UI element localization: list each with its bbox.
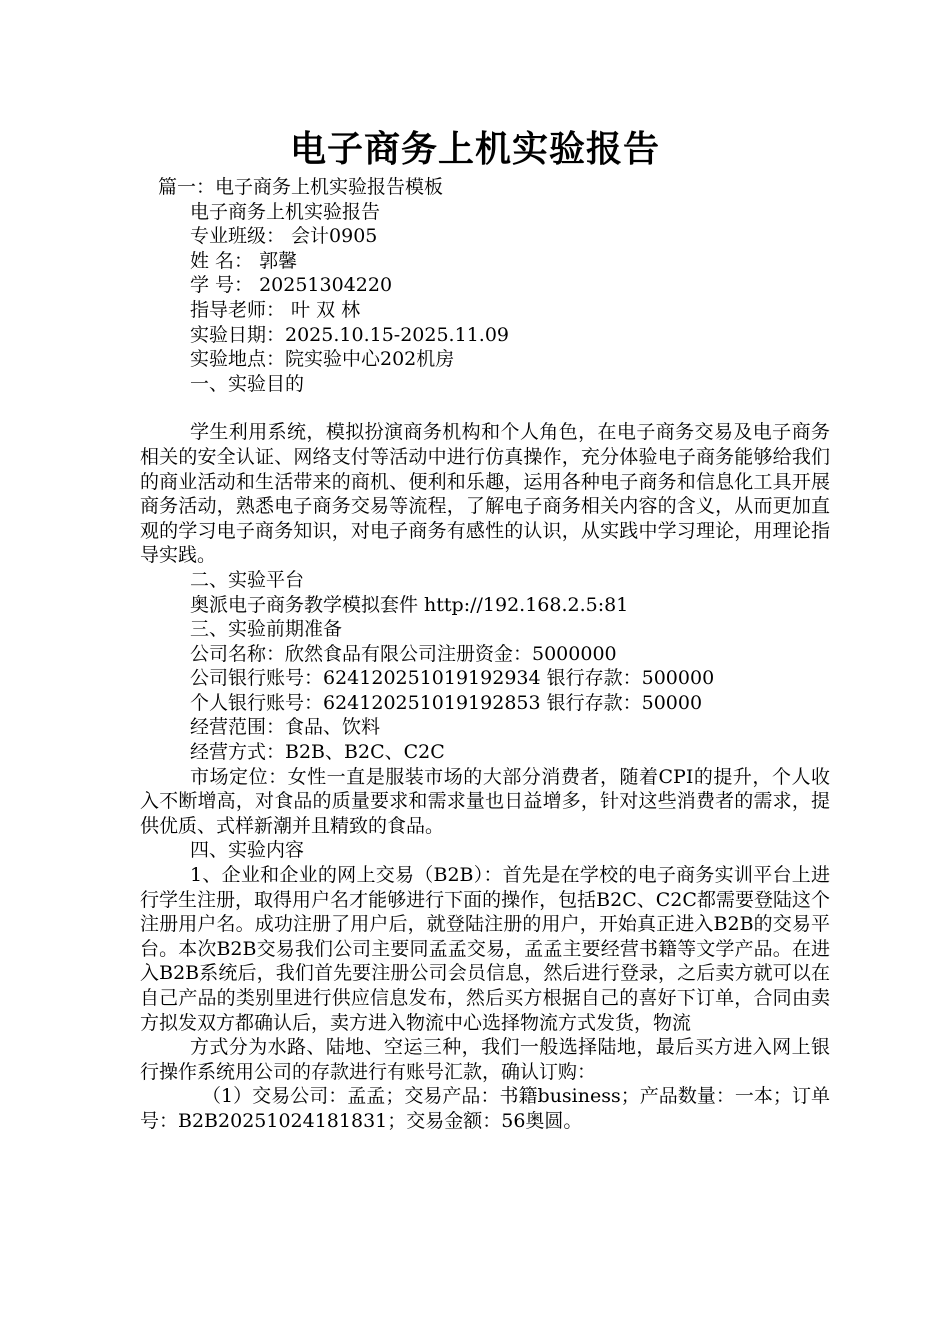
experiment-location: 实验地点：院实验中心202机房 bbox=[190, 348, 455, 371]
company-bank-account: 公司银行账号：624120251019192934 银行存款：500000 bbox=[190, 667, 715, 690]
market-positioning-paragraph: 市场定位：女性一直是服装市场的大部分消费者，随着CPI的提升，个人收入不断增高，对食品的质量要求和需求量也日益增多，针对这些消费者的需求，提供优质、式样新潮并且精致的食品。 bbox=[140, 765, 830, 837]
student-name: 姓 名： 郭馨 bbox=[190, 249, 298, 272]
transaction-record-paragraph: （1）交易公司：孟孟；交易产品：书籍business；产品数量：一本；订单号：B2B20251024181831；交易金额：56奥圆。 bbox=[140, 1085, 830, 1132]
section-heading-preparation: 三、实验前期准备 bbox=[190, 618, 343, 641]
purpose-paragraph: 学生利用系统，模拟扮演商务机构和个人角色，在电子商务交易及电子商务相关的安全认证、网络支付等活动中进行仿真操作，充分体验电子商务能够给我们的商业活动和生活带来的商机、便利和乐趣，运用各种电子商务和信息化工具开展商务活动，熟悉电子商务交易等流程，了解电子商务相关内容的含义，从而更加直观的学习电子商务知识，对电子商务有感性的认识，从实践中学习理论，用理论指导实践。 bbox=[140, 421, 830, 567]
business-mode: 经营方式：B2B、B2C、C2C bbox=[190, 741, 445, 764]
b2b-paragraph: 1、企业和企业的网上交易（B2B）：首先是在学校的电子商务实训平台上进行学生注册，取得用户名才能够进行下面的操作，包括B2C、C2C都需要登陆这个注册用户名。成功注册了用户后，就登陆注册的用户，开始真正进入B2B的交易平台。本次B2B交易我们公司主要同孟孟交易，孟孟主要经营书籍等文学产品。在进入B2B系统后，我们首先要注册公司会员信息，然后进行登录，之后卖方就可以在自己产品的类别里进行供应信息发布，然后买方根据自己的喜好下订单，合同由卖方拟发双方都确认后，卖方进入物流中心选择物流方式发货，物流 bbox=[140, 864, 830, 1034]
company-name: 公司名称：欣然食品有限公司注册资金：5000000 bbox=[190, 642, 617, 665]
platform-info: 奥派电子商务教学模拟套件 http://192.168.2.5:81 bbox=[190, 593, 629, 616]
business-scope: 经营范围：食品、饮料 bbox=[190, 716, 381, 739]
article-heading: 篇一：电子商务上机实验报告模板 bbox=[158, 176, 444, 198]
section-heading-platform: 二、实验平台 bbox=[190, 568, 305, 591]
logistics-paragraph: 方式分为水路、陆地、空运三种，我们一般选择陆地，最后买方进入网上银行操作系统用公司的存款进行有账号汇款，确认订购： bbox=[140, 1036, 830, 1083]
document-title: 电子商务上机实验报告 bbox=[289, 129, 660, 170]
class-info: 专业班级： 会计0905 bbox=[190, 225, 378, 248]
document-body bbox=[140, 175, 830, 1134]
instructor: 指导老师： 叶 双 林 bbox=[190, 298, 361, 321]
experiment-date: 实验日期：2025.10.15-2025.11.09 bbox=[190, 323, 509, 346]
student-id: 学 号： 20251304220 bbox=[190, 274, 393, 297]
section-heading-content: 四、实验内容 bbox=[190, 839, 305, 862]
report-subtitle: 电子商务上机实验报告 bbox=[190, 200, 381, 223]
personal-bank-account: 个人银行账号：624120251019192853 银行存款：50000 bbox=[190, 691, 703, 714]
section-heading-purpose: 一、实验目的 bbox=[190, 372, 305, 395]
